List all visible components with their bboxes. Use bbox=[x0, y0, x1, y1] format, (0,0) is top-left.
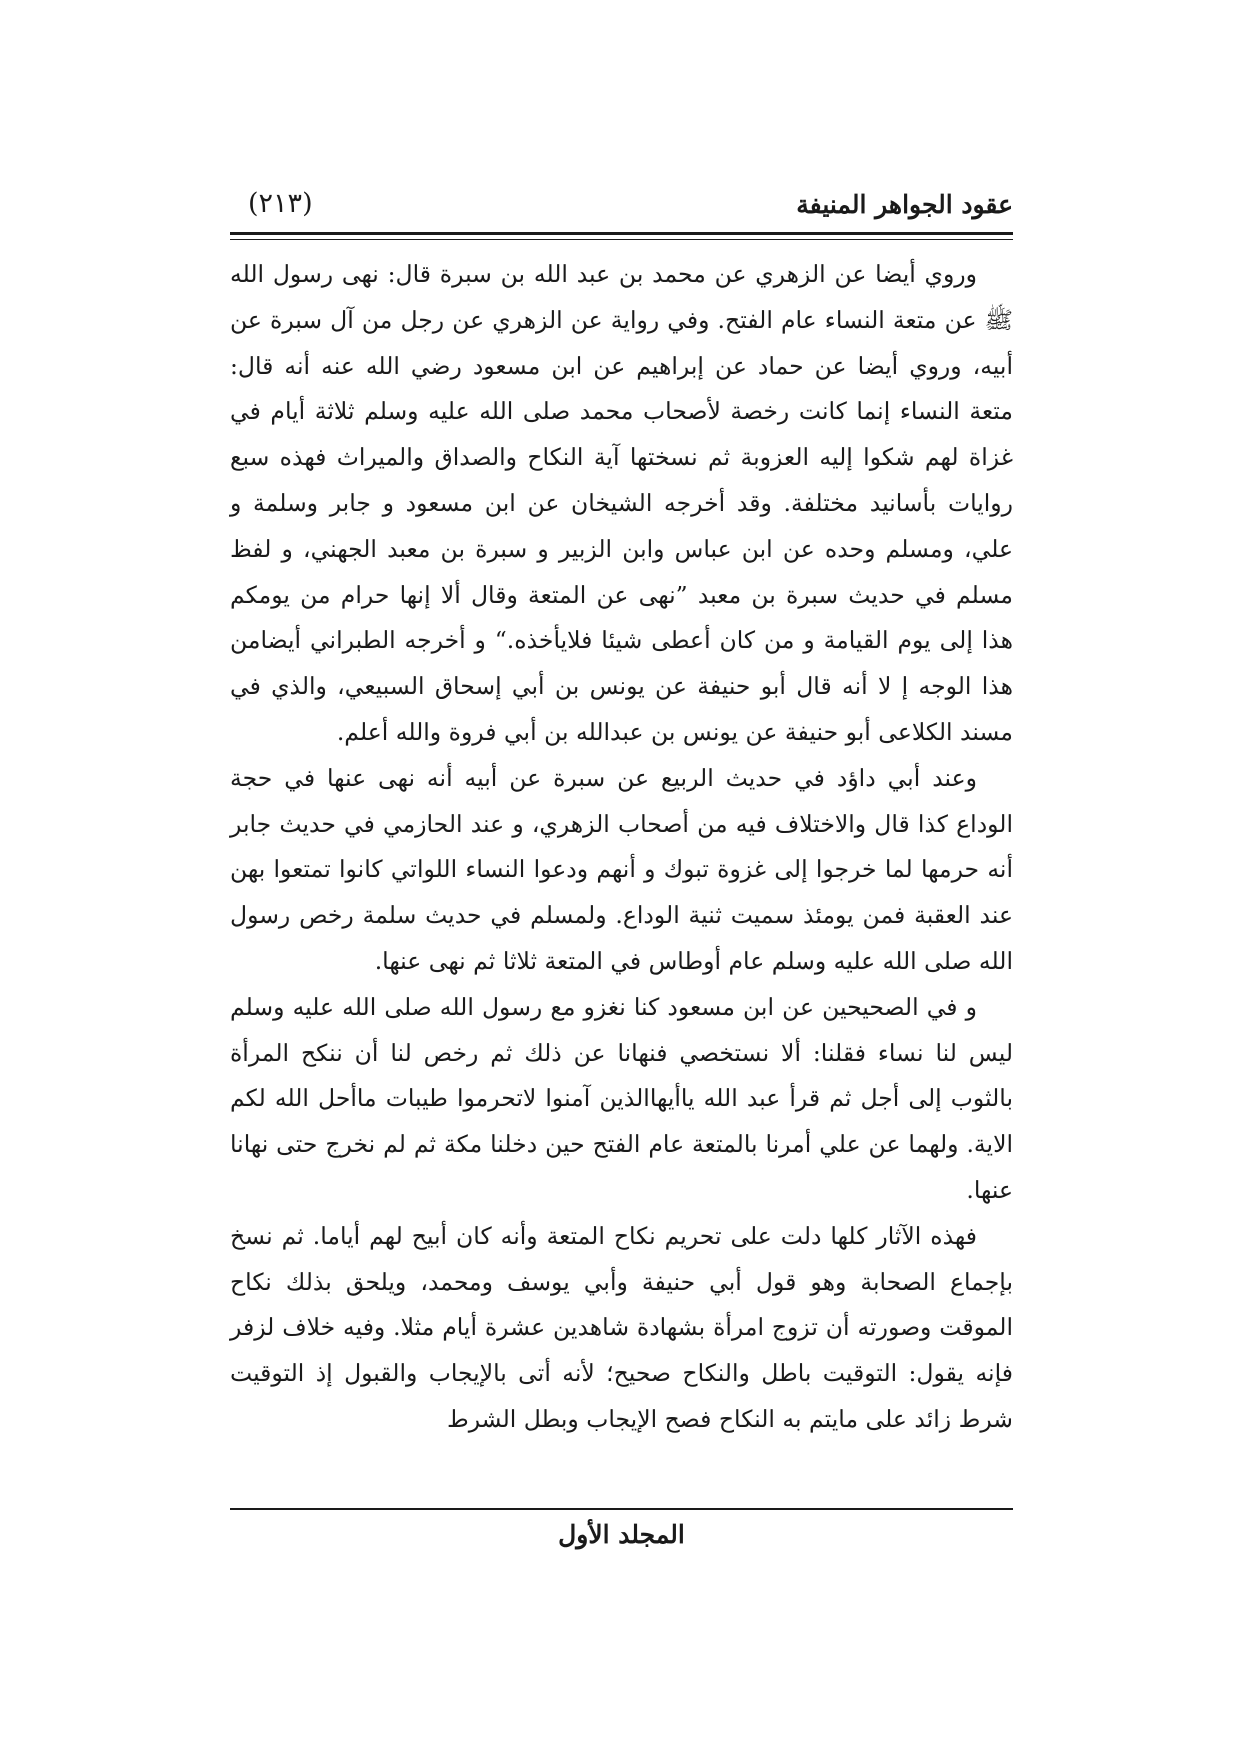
paragraph-1: وروي أيضا عن الزهري عن محمد بن عبد الله بن سبرة قال: نهى رسول الله ﷺ عن متعة النساء عام الفتح. وفي رواية عن الزهري عن رجل من آل سبرة عن أبيه، وروي أيضا عن حماد عن إبراهيم عن ابن مسعود رضي الله عنه أنه قال: متعة النساء إنما كانت رخصة لأصحاب محمد صلى الله عليه وسلم ثلاثة أيام في غزاة لهم شكوا إليه العزوبة ثم نسختها آية النكاح والصداق والميراث فهذه سبع روايات بأسانيد مختلفة. وقد أخرجه الشيخان عن ابن مسعود و جابر وسلمة و علي، ومسلم وحده عن ابن عباس وابن الزبير و سبرة بن معبد الجهني، و لفظ مسلم في حديث سبرة بن معبد ”نهى عن المتعة وقال ألا إنها حرام من يومكم هذا إلى يوم القيامة و من كان أعطى شيئا فلايأخذه.“ و أخرجه الطبراني أيضامن هذا الوجه إ لا أنه قال أبو حنيفة عن يونس بن أبي إسحاق السبيعي، والذي في مسند الكلاعى أبو حنيفة عن يونس بن عبدالله بن أبي فروة والله أعلم. bbox=[230, 260, 1013, 746]
header-rule-thin bbox=[230, 239, 1013, 240]
footer-rule bbox=[230, 1508, 1013, 1510]
book-title: عقود الجواهر المنيفة bbox=[796, 190, 1013, 219]
paragraph-2: وعند أبي داؤد في حديث الربيع عن سبرة عن أبيه أنه نهى عنها في حجة الوداع كذا قال والاختلاف فيه من أصحاب الزهري، و عند الحازمي في حديث جابر أنه حرمها لما خرجوا إلى غزوة تبوك و أنهم ودعوا النساء اللواتي كانوا تمتعوا بهن عند العقبة فمن يومئذ سميت ثنية الوداع. ولمسلم في حديث سلمة رخص رسول الله صلى الله عليه وسلم عام أوطاس في المتعة ثلاثا ثم نهى عنها. bbox=[230, 763, 1013, 975]
volume-label: المجلد الأول bbox=[558, 1520, 685, 1549]
page-header bbox=[230, 190, 1013, 230]
body-text bbox=[230, 252, 1013, 1443]
header-rule-thick bbox=[230, 232, 1013, 235]
page-number: (٢١٣) bbox=[248, 188, 313, 219]
paragraph-3: و في الصحيحين عن ابن مسعود كنا نغزو مع رسول الله صلى الله عليه وسلم ليس لنا نساء فقلنا: ألا نستخصي فنهانا عن ذلك ثم رخص لنا أن ننكح المرأة بالثوب إلى أجل ثم قرأ عبد الله ياأيهاالذين آمنوا لاتحرموا طيبات ماأحل الله لكم الاية. ولهما عن علي أمرنا بالمتعة عام الفتح حين دخلنا مكة ثم لم نخرج حتى نهانا عنها. bbox=[230, 992, 1013, 1204]
paragraph-4: فهذه الآثار كلها دلت على تحريم نكاح المتعة وأنه كان أبيح لهم أياما. ثم نسخ بإجماع الصحابة وهو قول أبي حنيفة وأبي يوسف ومحمد، ويلحق بذلك نكاح الموقت وصورته أن تزوج امرأة بشهادة شاهدين عشرة أيام مثلا. وفيه خلاف لزفر فإنه يقول: التوقيت باطل والنكاح صحيح؛ لأنه أتى بالإيجاب والقبول إذ التوقيت شرط زائد على مايتم به النكاح فصح الإيجاب وبطل الشرط bbox=[230, 1221, 1013, 1433]
